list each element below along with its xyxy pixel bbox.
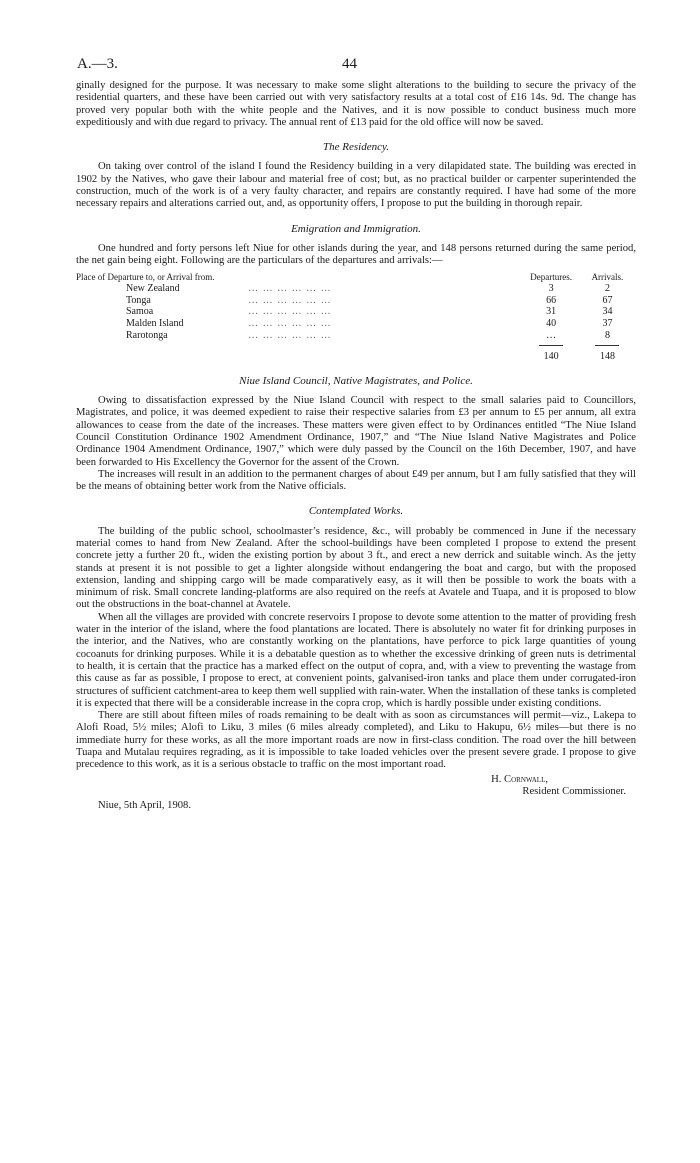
dateline: Niue, 5th April, 1908. <box>98 800 191 812</box>
row-arrivals: 2 <box>604 283 610 295</box>
council-paragraph: Owing to dissatisfaction expressed by the Niue Island Council with respect to the small salaries paid to Councillors, Magistrates, and police, it was deemed expedient to raise their respective salaries from £3 per annum to £5 per annum, all extra allowances to cease from the date of the increases. These matters were given effect to by Ordinances entitled “The Niue Island Council Constitution Ordinance 1902 Amendment Ordinance, 1907,” and “The Niue Island Native Magistrates and Police Ordinance 1904 Amendment Ordinance, 1907,” which were duly passed by the Council on the 16th December, 1907, and have been forwarded to His Excellency the Governor for the assent of the Crown. <box>76 395 636 468</box>
signature-block <box>76 774 636 799</box>
intro-paragraph: ginally designed for the purpose. It was necessary to make some slight alterations to the building to secure the privacy of the residential quarters, and these have been carried out with very satisfactory results at a total cost of £16 14s. 9d. The change has proved very popular both with the white people and the Natives, and it is now possible to conduct business much more expeditiously and with due regard to privacy. The annual rent of £13 paid for the old office will now be saved. <box>76 80 636 128</box>
migration-table-header <box>76 272 636 284</box>
row-arrivals: 67 <box>602 294 613 306</box>
row-arrivals: 34 <box>602 306 613 318</box>
row-leaders: … … … … … … <box>248 317 332 329</box>
migration-table <box>76 272 636 363</box>
works-paragraph: When all the villages are provided with concrete reservoirs I propose to devote some attention to the matter of providing fresh water in the interior of the island, where the food plantations are located. There is absolutely no water fit for drinking purposes in the interior, and the Natives, who are constantly working on the plantations, have perforce to pick large quantities of young cocoanuts for drinking purposes. While it is a debatable question as to whether the excessive drinking of green nuts is detrimental to health, it is certain that the practice has a marked effect on the output of copra, and, with a view to preventing the wastage from this cause as far as possible, I propose to erect, at convenient points, galvanised-iron tanks and place them under corrugated-iron structures of sufficient catchment-area to keep them well supplied with rain-water. When the installation of these tanks is completed it is expected that there will be a considerable increase in the copra crop, which is hardly possible under existing conditions. <box>76 611 636 709</box>
row-leaders: … … … … … … <box>248 306 332 318</box>
total-rule <box>539 345 563 346</box>
row-place: Malden Island <box>126 317 184 329</box>
row-place: Samoa <box>126 306 154 318</box>
document-body <box>76 80 636 813</box>
row-place: New Zealand <box>126 283 180 295</box>
row-arrivals: 8 <box>604 329 610 341</box>
emigration-paragraph: One hundred and forty persons left Niue for other islands during the year, and 148 persons returned during the same period, the net gain being eight. Following are the particulars of the departures and arrivals:— <box>76 242 636 267</box>
header-place: Place of Departure to, or Arrival from. <box>76 271 215 282</box>
header-arrivals: Arrivals. <box>591 271 624 282</box>
row-leaders: … … … … … … <box>248 283 332 295</box>
document-reference: A.—3. <box>77 56 118 72</box>
row-departures: … <box>546 329 557 341</box>
row-leaders: … … … … … … <box>248 294 332 306</box>
council-paragraph: The increases will result in an addition to the permanent charges of about £49 per annum, but I am fully satisfied that they will be the means of obtaining better work from the Native officials. <box>76 468 636 493</box>
council-section-title: Niue Island Council, Native Magistrates, and Police. <box>239 374 473 387</box>
total-arrivals: 148 <box>599 351 615 363</box>
page-header <box>77 56 637 76</box>
total-departures: 140 <box>543 351 559 363</box>
header-departures: Departures. <box>530 271 573 282</box>
totals-row <box>76 347 636 363</box>
total-rule <box>595 345 619 346</box>
residency-paragraph: On taking over control of the island I found the Residency building in a very dilapidated state. The building was erected in 1902 by the Natives, who gave their labour and material free of cost; but, as no practical builder or carpenter superintended the construction, much of the work is of a very faulty character, and repairs are constantly required. I have had some of the more necessary repairs and alterations carried out, and, as opportunity offers, I propose to put the building in thorough repair. <box>76 161 636 210</box>
row-place: Tonga <box>126 294 151 306</box>
signatory-name: H. Cornwall, <box>491 773 548 785</box>
row-place: Rarotonga <box>126 329 168 341</box>
table-row <box>76 318 636 330</box>
residency-section-title: The Residency. <box>323 141 389 154</box>
page-number: 44 <box>342 56 357 72</box>
works-paragraph: There are still about fifteen miles of roads remaining to be dealt with as soon as circumstances will permit—viz., Lakepa to Alofi Road, 5½ miles; Alofi to Liku, 3 miles (6 miles already completed), and Liku to Hakupu, 6½ miles—but there is no immediate hurry for these works, as all the more important roads are now in first-class condition. The road over the hill between Tuapa and Mutalau requires regrading, as it is impossible to take loaded vehicles over the present severe grade. I propose to give precedence to this work, as it is a serious obstacle to traffic on the most important road. <box>76 710 636 771</box>
table-row <box>76 330 636 342</box>
signatory-title: Resident Commissioner. <box>522 785 626 797</box>
row-departures: 40 <box>546 317 557 329</box>
works-section-title: Contemplated Works. <box>308 505 404 518</box>
row-departures: 31 <box>546 306 557 318</box>
works-paragraph: The building of the public school, schoolmaster’s residence, &c., will probably be commenced in June if the necessary material comes to hand from New Zealand. After the school-buildings have been completed I propose to extend the present concrete jetty a further 20 ft., widen the existing portion by about 3 ft., and erect a new derrick and suitable winch. As the jetty stands at present it is not possible to get a lighter alongside without endangering the boat and cargo, but with the proposed extension, landing and shipping cargo will be made comparatively easy, as it will then be possible to work the boats with a minimum of risk. Small concrete landing-platforms are also required on the reefs at Avatele and Tuapa, and it is proposed to blow out the obstructions in the boat-channel at Avatele. <box>76 525 636 611</box>
emigration-section-title: Emigration and Immigration. <box>291 222 421 235</box>
table-row <box>76 283 636 295</box>
row-departures: 66 <box>546 294 557 306</box>
row-departures: 3 <box>548 283 554 295</box>
row-arrivals: 37 <box>602 317 613 329</box>
table-row <box>76 295 636 307</box>
table-row <box>76 306 636 318</box>
row-leaders: … … … … … … <box>248 329 332 341</box>
